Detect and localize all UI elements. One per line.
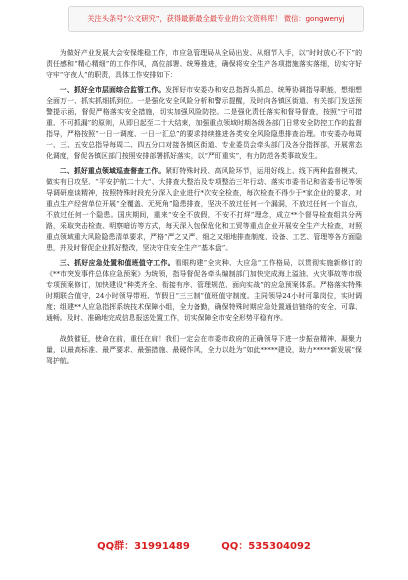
document-body bbox=[46, 48, 362, 371]
section-2-paragraph bbox=[46, 166, 362, 254]
section-1-text: 发挥好市安委办和安总指挥头抓总、统筹协调指导职能，想细想全面万一、抓实抓细抓到位。一是强化安全风险分析和警示提醒，及时向各镇区街道、有关部门发送预警提示函，督促严格落实安全措施，切实加强风险防控。二是强化责任落实和督导督查，按照“宁可措重、不可抓漏”的原则，从即日起至二十大结束，加强重点领域时期各级各部门日常安全防控工作的监督指导，严格按照“一日一调度、一日一汇总”的要求持续推进各类安全风险隐患排查治理。市安委办每周一、三、五安总指导每周二、四五分口对接各镇区街道、专业委员会牵头部门及各分指挥部，开展常态化调度，督促各镇区部门按照安排部署抓好落实，以“严盯重实”，有力防范各类事故发生。 bbox=[46, 86, 362, 160]
section-3-paragraph bbox=[46, 258, 362, 324]
section-3-text: 看眼构建“全灾种、大应急”工作格局，以贯彻实施新修订的《**市突发事件总体应急预案》为统领，指导督促各牵头编制部门加快完成海上溢油、火灾事故等市级专项预案修订，加快建设“种类齐全、衔接有序、管理规范、面向实战”的应急预案体系。严格落实特殊时期联合值守，24小时领导带班、节假日“三三制”值班值守制度。主同领导24小时可靠岗位，实时调度；组建**人应急指挥系统技术保障小组，全力备勤，确保特殊时期应急处置通信链络的安全、可靠、通畅。及时、准确地完成信息报送处置工作，切实保障全市安全形势平稳有序。 bbox=[46, 259, 363, 322]
closing-paragraph bbox=[46, 334, 362, 367]
footer-contact bbox=[0, 537, 408, 552]
section-1-paragraph bbox=[46, 85, 362, 162]
header-banner: 关注头条号“公文研究”，获得最新最全最专业的公文资料库！ 微信：gongwenyj bbox=[68, 6, 364, 32]
section-2-text: 紧盯特殊时段、高风险环节，运用好线上、线下两种监督模式，做实有日攻坚、“平安护航二十大”、大排查大整治及专项整治三年行动、落实市委书记和省委书记等领导调研座谈精神，按照特殊时段充分深入企业进行*次安全检查，每次检查不得少于*家企业的要求，对重点生产经营单位开展“全覆盖、无死角”隐患排查，坚决不放过任何一个漏洞，不放过任何一个盲点，不放过任何一个隐患。国庆期间，重来“安全不放假，不安不打烊”理念，成立**个督导检查组共分两路，采取突击检查、明察暗访等方式，每天深入包保危化和工贸等重点企业开展安全生产大检查，对照重点领域重大风险隐患清单要求，严格“严之又严、细之又细地排查制度、设备、工艺、管理等各方面隐患，并及时督促企业抓好整改，坚决守住安全生产“基本盘”。 bbox=[46, 167, 362, 252]
footer-qq-group: QQ群：31991489 bbox=[97, 541, 190, 552]
section-1-heading: 一、抓好全市层面综合监管工作。 bbox=[59, 86, 166, 94]
section-3-heading: 三、抓好应急处置和值班值守工作。 bbox=[59, 259, 175, 267]
section-2-heading: 二、抓好重点领域巡查督查工作。 bbox=[59, 167, 166, 175]
closing-text: 战鼓催征，使命在前，重任在肩！我们一定会在市委市政府的正确领导下进一步振奋精神、凝聚力量，以最高标准、最严要求、最强措施、最硬作风，全力以赴为“如此*****建设，助力*****新发展”保驾护航。 bbox=[46, 335, 362, 365]
footer-qq: QQ：535304092 bbox=[221, 541, 311, 552]
paragraph-text: 为做好产业发展大会安保维稳工作，市应急管理局从全局出发、从细节入手，以“时时放心不下”的责任感和“精心精细”的工作作风，高位部署、统筹推进，确保将安全生产各项措施落实落细，切实守好守牢“守夜人”的职责，具体工作安排如下： bbox=[46, 49, 362, 79]
intro-paragraph bbox=[46, 48, 362, 81]
